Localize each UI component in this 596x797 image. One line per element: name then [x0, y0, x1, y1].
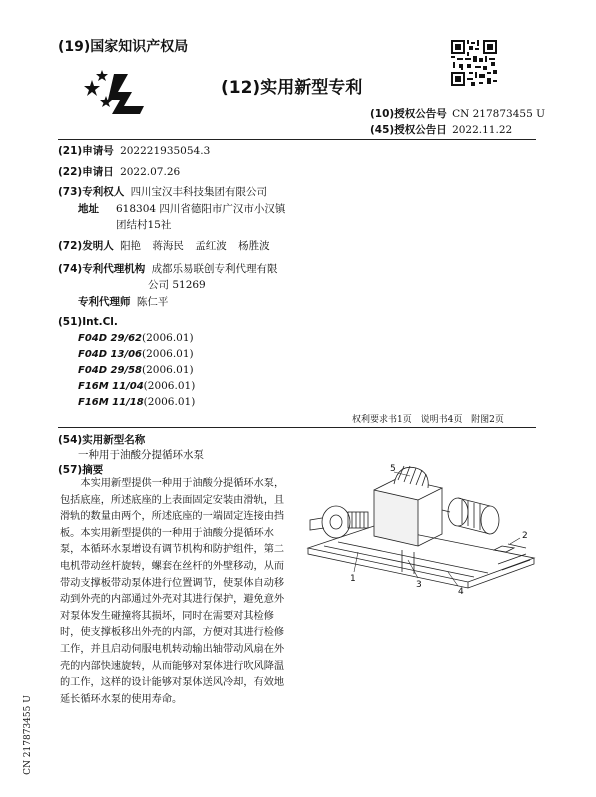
patentee-row: [58, 184, 267, 199]
header-divider: [58, 139, 536, 140]
figure-callout: 2: [522, 531, 528, 541]
agent-label: 专利代理师: [78, 296, 131, 308]
inventor: 阳艳: [120, 240, 142, 252]
ipc-row: [78, 364, 194, 376]
intcl-label: (51)Int.Cl.: [58, 316, 118, 328]
agency-label: (74)专利代理机构: [58, 263, 146, 275]
inventor: 蒋海民: [152, 240, 184, 252]
side-publication-number: CN 217873455 U: [23, 695, 33, 775]
figure-callout: 5: [390, 464, 396, 474]
ipc-date: (2006.01): [143, 380, 196, 392]
pages-summary: 权利要求书1页 说明书4页 附图2页: [352, 415, 504, 425]
ipc-code: F04D 29/58: [78, 365, 143, 376]
ipc-row: [78, 380, 195, 392]
application-date-row: [58, 164, 180, 179]
application-number-row: [58, 143, 210, 158]
abstract-body: [60, 476, 292, 708]
address-line-1: 618304 四川省德阳市广汉市小汉镇: [116, 203, 286, 215]
figure-callout: 3: [416, 580, 422, 590]
publication-date-row: [370, 122, 512, 137]
application-date: 2022.07.26: [120, 166, 181, 178]
ipc-row: [78, 332, 194, 344]
publication-date-label: (45)授权公告日: [370, 124, 447, 136]
ipc-date: (2006.01): [142, 348, 194, 360]
figure-callout: 4: [458, 587, 464, 595]
publication-number: CN 217873455 U: [452, 108, 545, 120]
agent: 陈仁平: [136, 296, 169, 308]
application-number-label: (21)申请号: [58, 145, 114, 157]
inventor: 杨胜波: [238, 240, 270, 252]
ipc-code: F16M 11/04: [78, 381, 144, 392]
agency-line-2: 公司 51269: [148, 279, 206, 291]
publication-number-label: (10)授权公告号: [370, 108, 447, 120]
cnipa-logo: [84, 70, 158, 120]
ipc-code: F16M 11/18: [78, 397, 144, 408]
inventor: 孟红波: [195, 240, 227, 252]
ipc-date: (2006.01): [142, 332, 194, 344]
ipc-date: (2006.01): [143, 396, 196, 408]
office-name: (19)国家知识产权局: [58, 39, 189, 55]
publication-number-row: [370, 106, 545, 121]
application-date-label: (22)申请日: [58, 166, 114, 178]
publication-date: 2022.11.22: [452, 124, 513, 136]
abstract-figure: [298, 460, 538, 595]
address-label: 地址: [78, 203, 99, 215]
biblio-divider: [58, 427, 536, 428]
title-label: (54)实用新型名称: [58, 434, 146, 446]
ipc-code: F04D 13/06: [78, 349, 143, 360]
agency-row: [58, 261, 278, 276]
application-number: 202221935054.3: [120, 145, 211, 157]
patentee: 四川宝汉丰科技集团有限公司: [130, 186, 268, 198]
abstract-text: 本实用新型提供一种用于油酸分提循环水泵，包括底座，所述底座的上表面固定安装由滑轨，且滑轨的数量由两个，所述底座的一端固定连接由挡板。本实用新型提供的一种用于油酸分提循环水泵，本循环水泵增设有调节机构和防护组件，第二电机带动丝杆旋转，螺套在丝杆的外壁移动，从而带动支撑板带动泵体进行位置调节，使泵体自动移动到外壳的内部通过外壳对其进行保护，避免意外对泵体发生碰撞将其损坏，同时在需要对其检修时，使支撑板移出外壳的内部，方便对其进行检修工作，并且启动伺服电机转动输出轴带动风扇在外壳的内部快速旋转，从而能够对泵体进行吹风降温的工作，这样的设计能够对泵体送风冷却，有效地延长循环水泵的使用寿命。: [60, 478, 285, 705]
document-type: (12)实用新型专利: [221, 78, 363, 98]
utility-model-title: 一种用于油酸分提循环水泵: [78, 449, 204, 461]
address-line-2: 团结村15社: [116, 219, 172, 231]
qr-code: [451, 40, 497, 86]
agent-row: [78, 294, 168, 309]
ipc-row: [78, 348, 194, 360]
ipc-row: [78, 396, 195, 408]
patentee-label: (73)专利权人: [58, 186, 125, 198]
figure-callout: 1: [350, 574, 356, 584]
ipc-code: F04D 29/62: [78, 333, 143, 344]
ipc-date: (2006.01): [142, 364, 194, 376]
agency: 成都乐易联创专利代理有限: [151, 263, 278, 275]
inventors-label: (72)发明人: [58, 240, 114, 252]
abstract-label: (57)摘要: [58, 464, 104, 476]
inventors-row: [58, 238, 270, 253]
